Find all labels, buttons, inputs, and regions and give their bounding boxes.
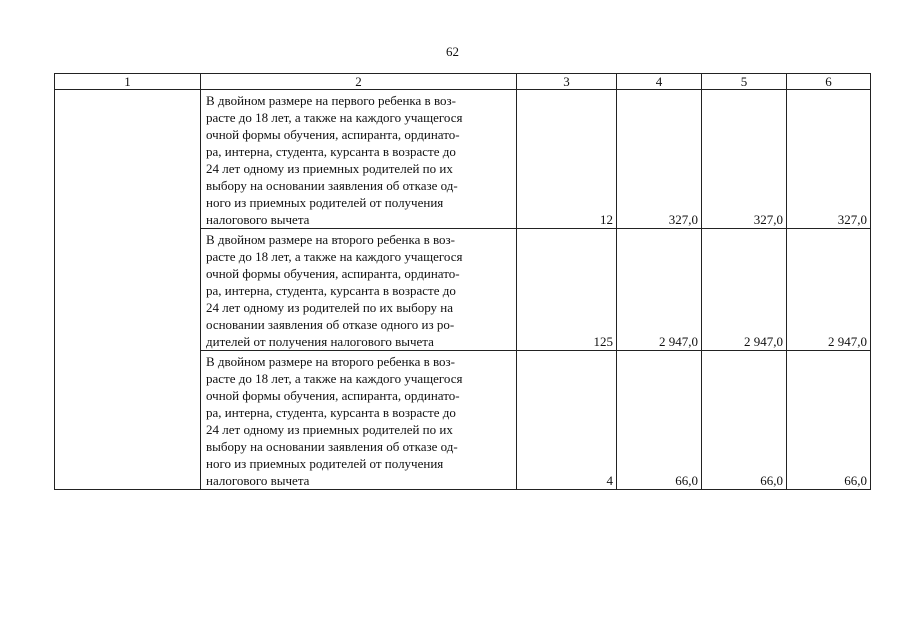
amount-cell-4: 66,0 [617, 351, 702, 490]
description-line: выбору на основании заявления об отказе од- [206, 439, 458, 454]
description-line: ра, интерна, студента, курсанта в возрасте до [206, 144, 456, 159]
page-number: 62 [446, 44, 459, 59]
description-line: В двойном размере на второго ребенка в воз- [206, 232, 456, 247]
description-line: очной формы обучения, аспиранта, ординато- [206, 388, 460, 403]
description-line: 24 лет одному из родителей по их выбору на [206, 300, 454, 315]
category-cell [55, 90, 201, 490]
column-number-3: 3 [517, 74, 617, 90]
row-description [201, 229, 517, 351]
amount-cell-4: 2 947,0 [617, 229, 702, 351]
amount-cell-6: 66,0 [787, 351, 871, 490]
description-line: расте до 18 лет, а также на каждого учащегося [206, 371, 463, 386]
count-cell: 125 [517, 229, 617, 351]
description-line: ного из приемных родителей от получения [206, 456, 444, 471]
description-line: В двойном размере на второго ребенка в воз- [206, 354, 456, 369]
column-number-1: 1 [55, 74, 201, 90]
description-line: налогового вычета [206, 212, 310, 227]
amount-cell-5: 2 947,0 [702, 229, 787, 351]
description-line: 24 лет одному из приемных родителей по их [206, 161, 453, 176]
amount-cell-4: 327,0 [617, 90, 702, 229]
column-number-2: 2 [201, 74, 517, 90]
column-number-5: 5 [702, 74, 787, 90]
description-line: расте до 18 лет, а также на каждого учащегося [206, 110, 463, 125]
table-row [55, 90, 871, 229]
amount-cell-6: 2 947,0 [787, 229, 871, 351]
description-line: ра, интерна, студента, курсанта в возрасте до [206, 283, 456, 298]
count-cell: 12 [517, 90, 617, 229]
description-line: основании заявления об отказе одного из ро- [206, 317, 455, 332]
deduction-table [54, 73, 871, 490]
description-line: расте до 18 лет, а также на каждого учащегося [206, 249, 463, 264]
column-number-6: 6 [787, 74, 871, 90]
description-line: дителей от получения налогового вычета [206, 334, 434, 349]
column-number-row [55, 74, 871, 90]
amount-cell-5: 327,0 [702, 90, 787, 229]
column-number-4: 4 [617, 74, 702, 90]
description-line: 24 лет одному из приемных родителей по их [206, 422, 453, 437]
description-line: очной формы обучения, аспиранта, ординато- [206, 266, 460, 281]
amount-cell-5: 66,0 [702, 351, 787, 490]
description-line: ра, интерна, студента, курсанта в возрасте до [206, 405, 456, 420]
description-line: В двойном размере на первого ребенка в воз- [206, 93, 456, 108]
row-description [201, 351, 517, 490]
description-line: налогового вычета [206, 473, 310, 488]
description-line: очной формы обучения, аспиранта, ординато- [206, 127, 460, 142]
row-description [201, 90, 517, 229]
description-line: ного из приемных родителей от получения [206, 195, 444, 210]
description-line: выбору на основании заявления об отказе од- [206, 178, 458, 193]
amount-cell-6: 327,0 [787, 90, 871, 229]
count-cell: 4 [517, 351, 617, 490]
